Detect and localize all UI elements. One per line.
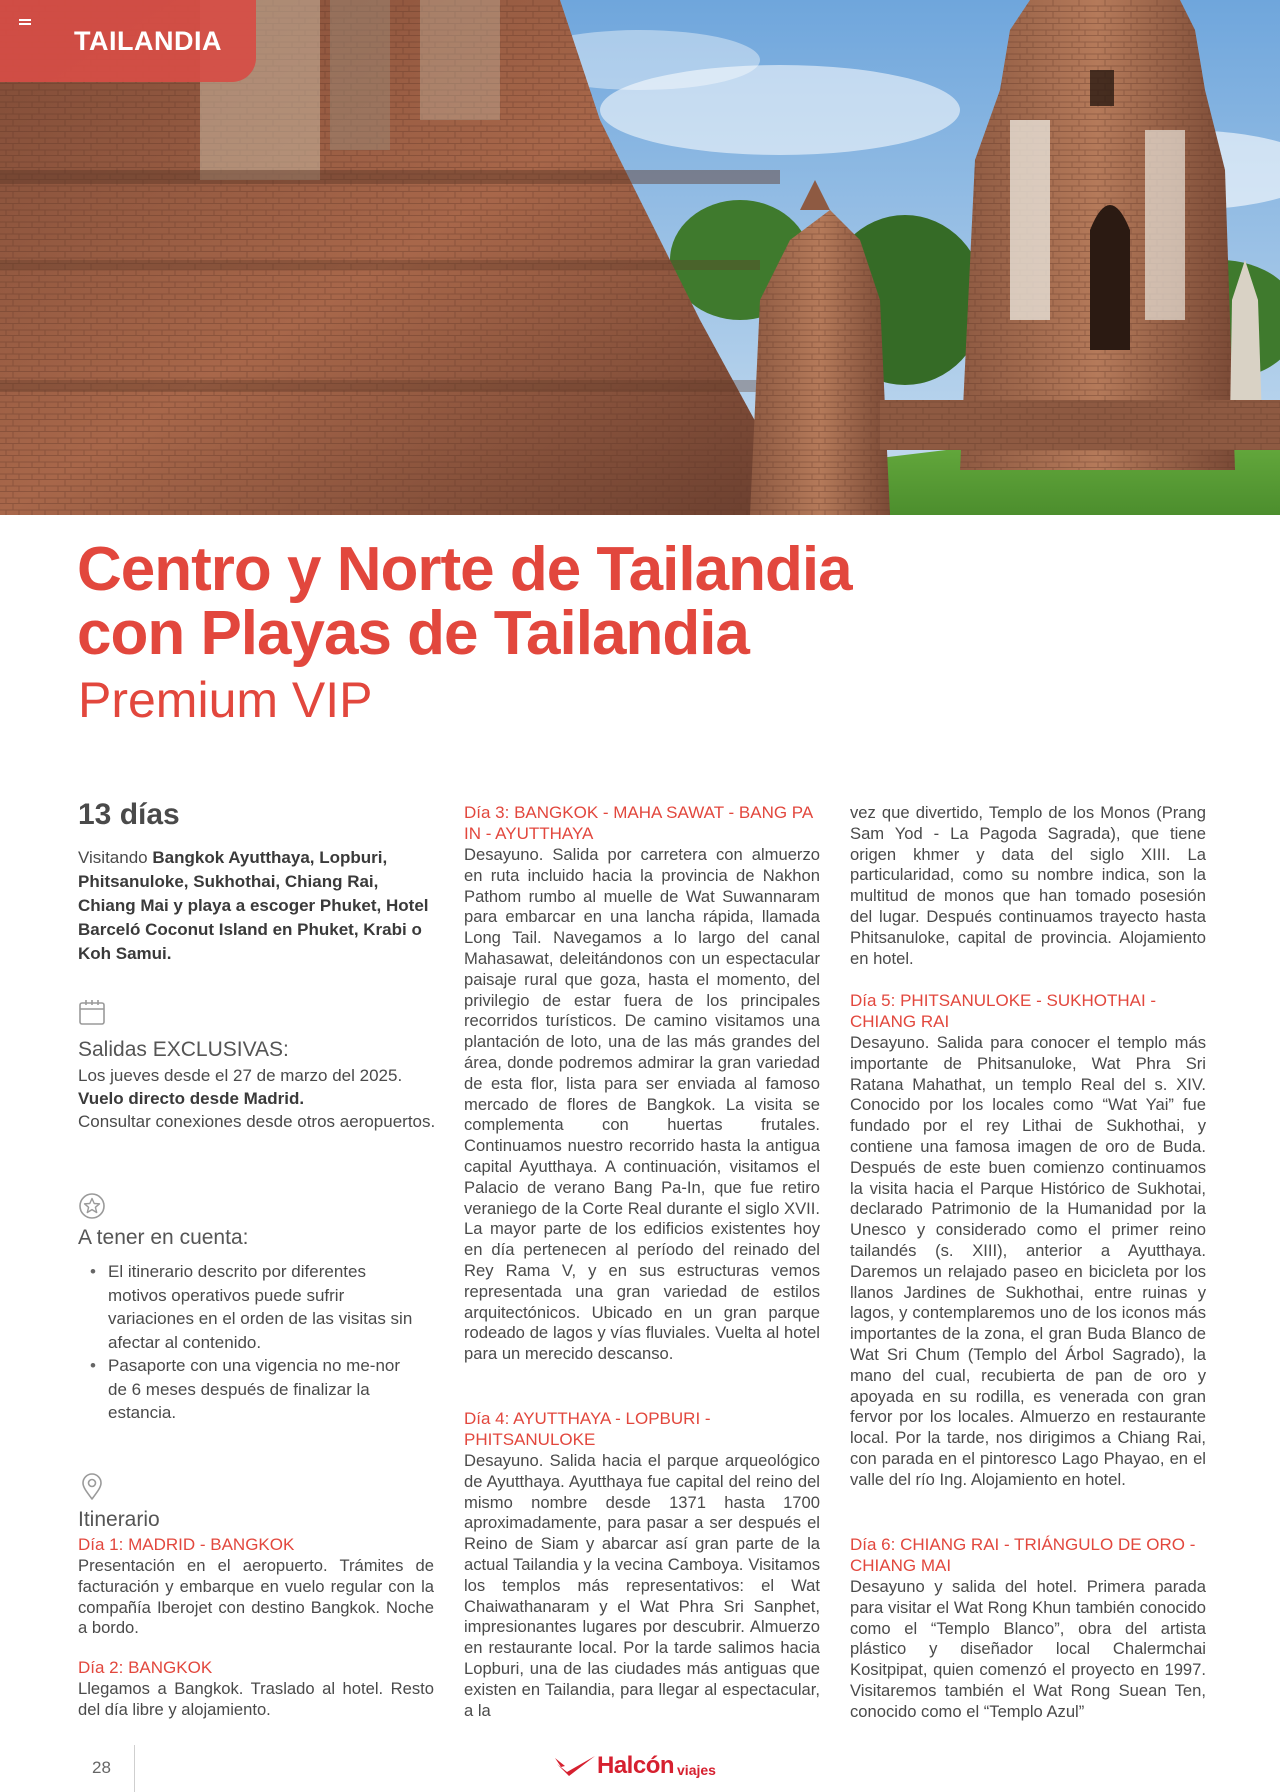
- departures-line-1: Los jueves desde el 27 de marzo del 2025.: [78, 1066, 403, 1085]
- notes-item: • El itinerario descrito por diferentes motivos operativos puede sufrir variaciones en el orden de las visitas sin afectar al contenido.: [78, 1260, 418, 1354]
- departures-text: [78, 1064, 438, 1133]
- visit-summary: [78, 846, 438, 966]
- departures-heading: Salidas EXCLUSIVAS:: [78, 1038, 289, 1061]
- day-2-title: Día 2: BANGKOK: [78, 1658, 213, 1677]
- notes-heading: A tener en cuenta:: [78, 1226, 249, 1249]
- country-tag-label: TAILANDIA: [74, 25, 222, 56]
- day-4-title: Día 4: AYUTTHAYA - LOPBURI - PHITSANULOKE: [464, 1409, 711, 1449]
- star-badge-icon: [78, 1192, 106, 1220]
- day-2-text: Llegamos a Bangkok. Traslado al hotel. Resto del día libre y alojamiento.: [78, 1679, 434, 1719]
- location-pin-icon: [78, 1473, 106, 1501]
- page-number: 28: [92, 1758, 111, 1777]
- brand-suffix: viajes: [677, 1762, 716, 1778]
- menu-lines-icon: [19, 19, 31, 27]
- country-tag: [0, 0, 256, 82]
- day-4-text: Desayuno. Salida hacia el parque arqueológico de Ayutthaya. Ayutthaya fue capital del reino del mismo nombre desde 1371 hasta 1700 aproximadamente, para pasar a ser después el Reino de Siam y abarcar así gran parte de la actual Tailandia y la vecina Camboya. Visitamos los templos más representativos: el Wat Chaiwathanaram y el Wat Phra Sri Sanphet, impresionantes lugares por descubrir. Almuerzo en restaurante local. Por la tarde salimos hacia Lopburi, una de las ciudades más antiguas que existen en Tailandia, para llegar al espectacular, a la: [464, 1451, 820, 1720]
- trip-duration: 13 días: [78, 798, 180, 831]
- day-1-text: Presentación en el aeropuerto. Trámites de facturación y embarque en vuelo regular con la compañía Iberojet con destino Bangkok. Noche a bordo.: [78, 1556, 434, 1638]
- title-line-1: Centro y Norte de Tailandia: [77, 535, 852, 604]
- visit-prefix: Visitando: [78, 848, 153, 867]
- day-6-text: Desayuno y salida del hotel. Primera parada para visitar el Wat Rong Khun también conocido como el “Templo Blanco”, obra del artista plástico y diseñador local Chalermchai Kositpipat, quien comenzó el proyecto en 1997. Visitaremos también el Wat Rong Suean Ten, conocido como el “Templo Azul”: [850, 1577, 1206, 1721]
- notes-item: • Pasaporte con una vigencia no me-nor de 6 meses después de finalizar la estancia.: [78, 1354, 418, 1425]
- day-4-text-continued: vez que divertido, Templo de los Monos (Prang Sam Yod - La Pagoda Sagrada), que tiene origen khmer y data del siglo XIII. La particularidad, como su nombre indica, son la multitud de monos que han tomado posesión del lugar. Después continuamos trayecto hasta Phitsanuloke, capital de provincia. Alojamiento en hotel.: [850, 803, 1206, 968]
- day-6-title: Día 6: CHIANG RAI - TRIÁNGULO DE ORO - CHIANG MAI: [850, 1535, 1196, 1575]
- day-3-text: Desayuno. Salida por carretera con almuerzo en ruta incluido hacia la provincia de Nakhon Pathom rumbo al muelle de Wat Suwannaram para embarcar en una lancha rápida, llamada Long Tail. Navegamos a lo largo del canal Mahasawat, deleitándonos con un espectacular paisaje rural que goza, hasta el momento, del privilegio de estar fuera de los principales recorridos turísticos. De camino visitamos una plantación de loto, una de las más grandes del área, donde podremos admirar la gran variedad de esta flor, lista para ser enviada al famoso mercado de flores de Bangkok. La visita se complementa con huertas frutales. Continuamos nuestro recorrido hasta la antigua capital Ayutthaya. A continuación, visitamos el Palacio de verano Bang Pa-In, que fue retiro veraniego de la Corte Real durante el siglo XVII. La mayor parte de los edificios existentes hoy en día pertenecen al período del reinado del Rey Rama V, y en sus estructuras vemos representada una gran variedad de estilos arquitectónicos. Ubicado en un gran parque rodeado de lagos y vías fluviales. Vuelta al hotel para un merecido descanso.: [464, 845, 820, 1364]
- day-1-title: Día 1: MADRID - BANGKOK: [78, 1535, 295, 1554]
- departures-line-3: Consultar conexiones desde otros aeropuertos.: [78, 1112, 436, 1131]
- hero-image: [0, 0, 1280, 515]
- page-title: [77, 535, 1227, 668]
- departures-line-2: Vuelo directo desde Madrid.: [78, 1089, 305, 1108]
- title-line-2: con Playas de Tailandia: [77, 599, 749, 668]
- day-5-text: Desayuno. Salida para conocer el templo más importante de Phitsanuloke, Wat Phra Sri Ratana Mahathat, un templo Real del s. XIV. Conocido por los locales como “Wat Yai” fue fundado por el rey Lithai de Sukhothai, y contiene una famosa imagen de oro de Buda. Después de este buen comienzo continuamos la visita hacia el Parque Histórico de Sukhotai, declarado Patrimonio de la Humanidad por la Unesco y considerado como el primer reino tailandés (s. XIII), anterior a Ayutthaya. Daremos un relajado paseo en bicicleta por los llanos Jardines de Sukhothai, entre ruinas y lagos, y contemplaremos uno de los iconos más importantes de la zona, el gran Buda Blanco de Wat Sri Chum (Templo del Árbol Sagrado), la mano del cual, recubierta de pan de oro y apoyada en su rodilla, es venerada con gran fervor por los locales. Almuerzo en restaurante local. Por la tarde, nos dirigimos a Chiang Rai, con parada en el pintoresco Lago Phayao, en el valle del río Ing. Alojamiento en hotel.: [850, 1033, 1206, 1489]
- page-subtitle: Premium VIP: [78, 672, 373, 728]
- visit-places: Bangkok Ayutthaya, Lopburi, Phitsanuloke, Sukhothai, Chiang Rai, Chiang Mai y playa a escoger Phuket, Hotel Barceló Coconut Island en Phuket, Krabi o Koh Samui.: [78, 848, 429, 963]
- itinerary-heading: Itinerario: [78, 1508, 160, 1531]
- day-5-title: Día 5: PHITSANULOKE - SUKHOTHAI - CHIANG RAI: [850, 991, 1157, 1031]
- day-3-title: Día 3: BANGKOK - MAHA SAWAT - BANG PA IN - AYUTTHAYA: [464, 803, 813, 843]
- notes-list: [78, 1260, 418, 1425]
- halcon-wing-icon: [555, 1754, 597, 1778]
- calendar-icon: [78, 998, 106, 1026]
- brand-name: Halcón: [597, 1752, 675, 1779]
- brand-logo: [555, 1752, 716, 1780]
- footer-divider: [134, 1745, 135, 1792]
